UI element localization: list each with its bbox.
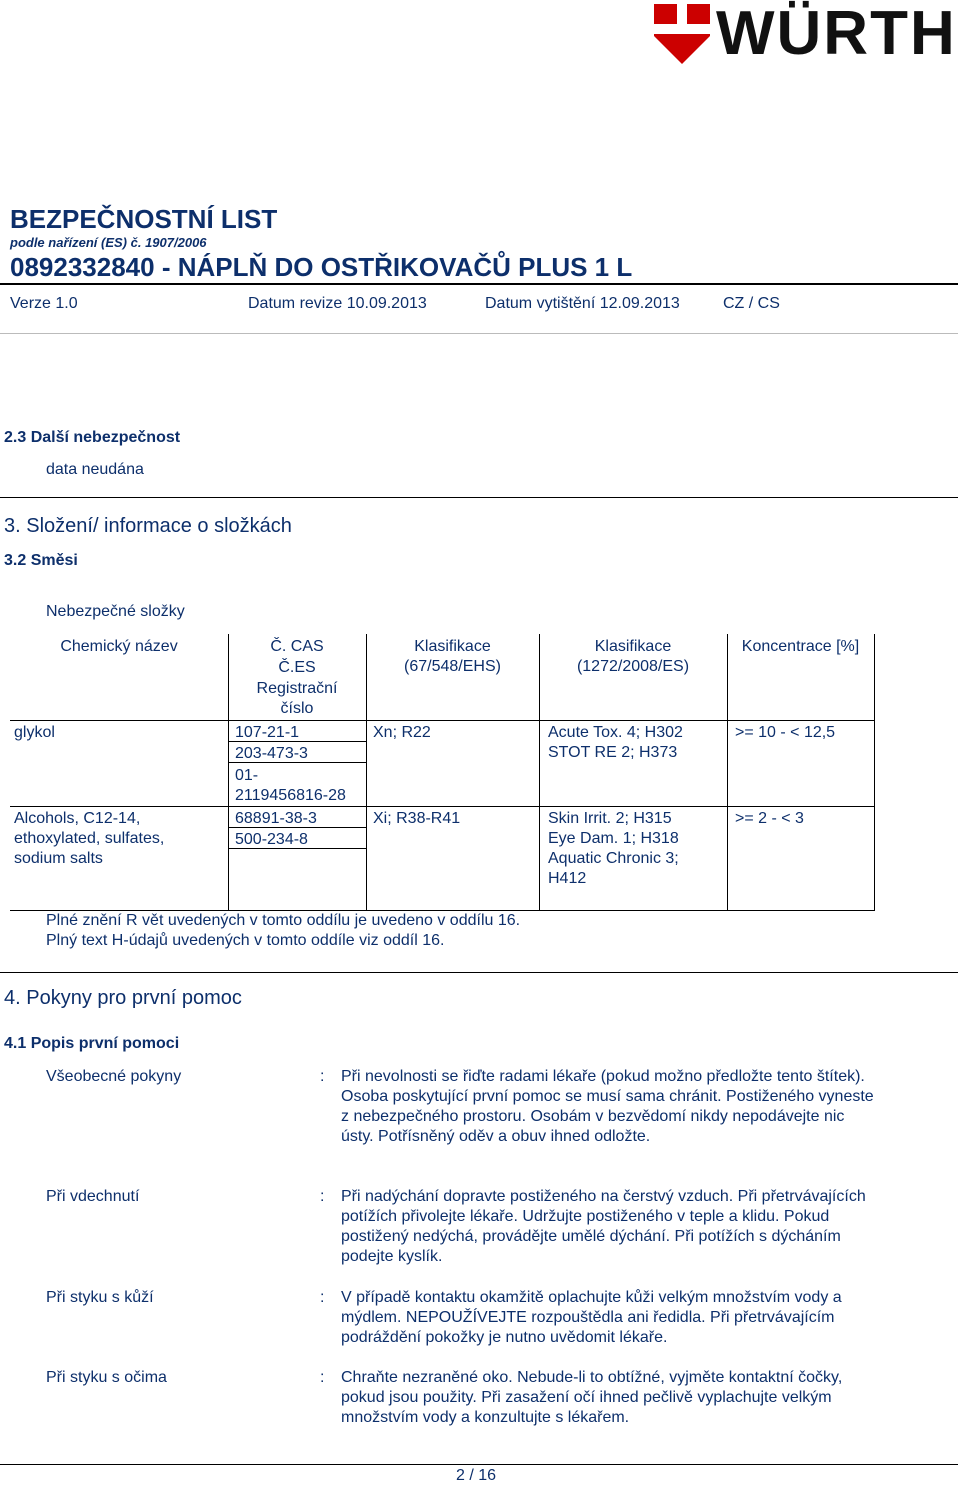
row1-concentration: >= 10 - < 12,5 — [735, 724, 836, 741]
section-3-heading: 3. Složení/ informace o složkách — [4, 515, 292, 537]
section-3-2-heading: 3.2 Směsi — [4, 552, 78, 569]
wurth-logo-mark-icon — [652, 2, 712, 66]
row1-cas: 107-21-1 — [235, 724, 300, 741]
row2-name-1: Alcohols, C12-14, — [14, 810, 141, 827]
row1-class-new-1: Acute Tox. 4; H302 — [548, 724, 683, 741]
col-header-cas: Č. CAS — [270, 638, 324, 655]
document-title: BEZPEČNOSTNÍ LIST — [10, 204, 278, 234]
row2-cas: 68891-38-3 — [235, 810, 317, 827]
col-header-class-new-2: (1272/2008/ES) — [576, 658, 690, 675]
row2-class-old: Xi; R38-R41 — [373, 810, 461, 827]
first-aid-text: Při nadýchání dopravte postiženého na čerstvý vzduch. Při přetrvávajících potížích přivolejte lékaře. Udržujte postiženého v teple a klidu. Pokud postižený nedýchá, provádějte umělé dýchání. Při potížích s dýcháním podejte kyslík. — [341, 1188, 866, 1265]
first-aid-text: Při nevolnosti se řiďte radami lékaře (pokud možno předložte tento štítek). Osoba poskytující první pomoc se musí sama chránit. Postiženého vyneste z nebezpečného prostoru. Osobám v bezvědomí nikdy nepodávejte nic ústy. Potřísněný oděv a obuv ihned odložte. — [341, 1068, 874, 1145]
locale-label: CZ / CS — [723, 295, 780, 312]
hazardous-components-table — [10, 634, 874, 910]
section-4-1-heading: 4.1 Popis první pomoci — [4, 1035, 180, 1052]
col-header-concentration: Koncentrace [%] — [741, 638, 860, 655]
first-aid-text: Chraňte nezraněné oko. Nebude-li to obtížné, vyjměte kontaktní čočky, pokud jsou použity. Při zasažení očí ihned pečlivě vyplachujte velkým množstvím vody a konzultujte s lékařem. — [341, 1369, 843, 1426]
header-divider-thin — [0, 333, 958, 334]
page-number: 2 / 16 — [456, 1467, 497, 1484]
row2-class-new-2: Eye Dam. 1; H318 — [548, 830, 679, 847]
row2-class-new-3: Aquatic Chronic 3; — [548, 850, 679, 867]
row2-name-3: sodium salts — [14, 850, 103, 867]
r-phrases-note: Plné znění R vět uvedených v tomto oddílu je uvedeno v oddílu 16. — [46, 912, 521, 929]
header-divider — [0, 283, 958, 285]
col-header-class-old-1: Klasifikace — [414, 638, 491, 655]
row2-class-new-4: H412 — [548, 870, 587, 887]
hazardous-components-title: Nebezpečné složky — [46, 603, 185, 620]
row2-es: 500-234-8 — [235, 831, 308, 848]
colon: : — [320, 1289, 325, 1306]
version-label: Verze 1.0 — [10, 295, 78, 312]
col-header-class-new-1: Klasifikace — [594, 638, 672, 655]
row1-reg-1: 01- — [235, 767, 259, 784]
section-4-heading: 4. Pokyny pro první pomoc — [4, 987, 242, 1009]
section-divider — [0, 972, 958, 973]
first-aid-text: V případě kontaktu okamžitě oplachujte kůži velkým množstvím vody a mýdlem. NEPOUŽÍVEJTE rozpouštědla ani ředidla. Při přetrvávajícím podráždění pokožky je nutno uvědomit lékaře. — [341, 1289, 842, 1346]
row1-es: 203-473-3 — [235, 745, 308, 762]
row2-concentration: >= 2 - < 3 — [735, 810, 804, 827]
col-header-name: Chemický název — [60, 638, 178, 655]
row2-class-new-1: Skin Irrit. 2; H315 — [548, 810, 672, 827]
first-aid-label: Všeobecné pokyny — [46, 1068, 182, 1085]
row1-class-new-2: STOT RE 2; H373 — [548, 744, 678, 761]
section-2-3-heading: 2.3 Další nebezpečnost — [4, 429, 181, 446]
col-header-reg-1: Registrační — [256, 680, 338, 697]
first-aid-label: Při vdechnutí — [46, 1188, 140, 1205]
revision-date: Datum revize 10.09.2013 — [248, 295, 427, 312]
product-title: 0892332840 - NÁPLŇ DO OSTŘIKOVAČŮ PLUS 1 L — [10, 252, 633, 282]
first-aid-label: Při styku s kůží — [46, 1289, 154, 1306]
col-header-reg-2: číslo — [280, 700, 314, 717]
colon: : — [320, 1068, 325, 1085]
row1-class-old: Xn; R22 — [373, 724, 431, 741]
col-header-es: Č.ES — [278, 659, 316, 676]
row2-name-2: ethoxylated, sulfates, — [14, 830, 165, 847]
footer-divider — [0, 1464, 958, 1465]
colon: : — [320, 1369, 325, 1386]
colon: : — [320, 1188, 325, 1205]
logo-wordmark: WÜRTH — [716, 0, 957, 68]
row1-name: glykol — [14, 724, 55, 741]
section-divider — [0, 497, 958, 498]
col-header-class-old-2: (67/548/EHS) — [404, 658, 501, 675]
first-aid-label: Při styku s očima — [46, 1369, 167, 1386]
row1-reg-2: 2119456816-28 — [235, 787, 346, 804]
h-statements-note: Plný text H-údajů uvedených v tomto oddíle viz oddíl 16. — [46, 932, 445, 949]
document-subtitle: podle nařízení (ES) č. 1907/2006 — [10, 235, 207, 250]
print-date: Datum vytištění 12.09.2013 — [485, 295, 680, 312]
section-2-3-text: data neudána — [46, 461, 144, 478]
